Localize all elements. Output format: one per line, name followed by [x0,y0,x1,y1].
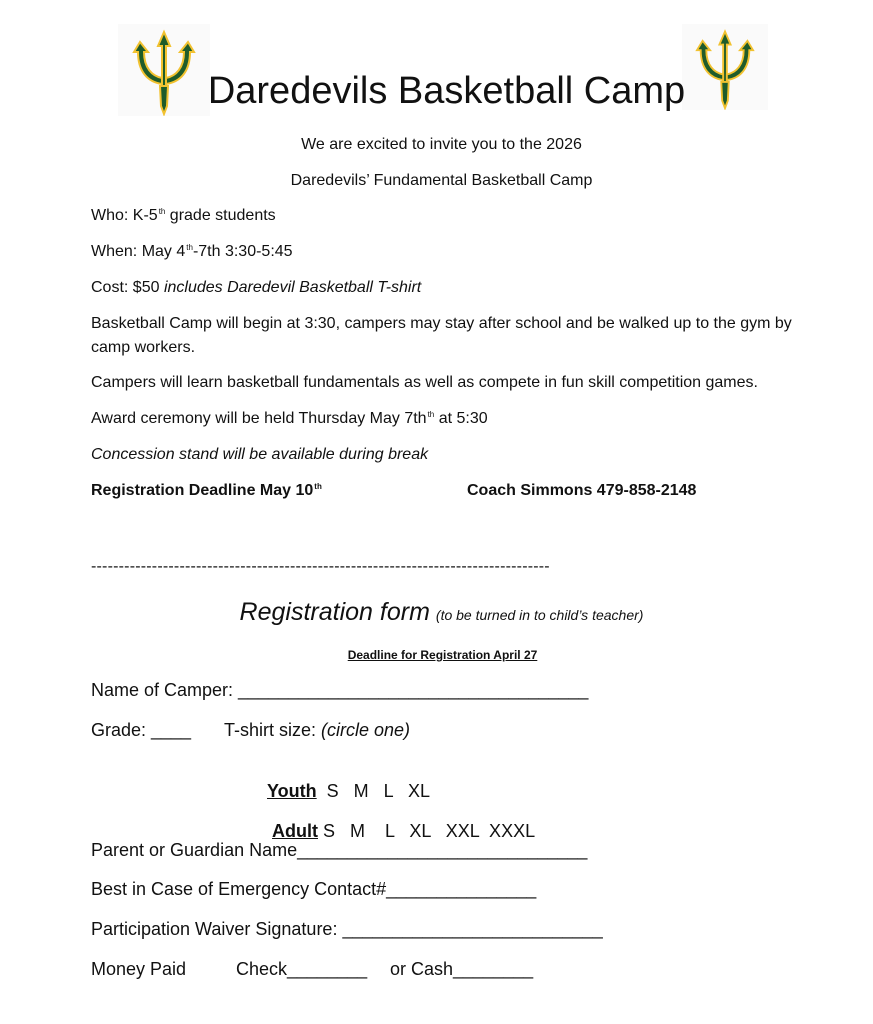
award-line [91,410,488,428]
cost-line [91,279,421,297]
youth-sizes[interactable]: S M L XL [316,781,431,801]
youth-size-row[interactable] [257,760,430,802]
begin-paragraph: Basketball Camp will begin at 3:30, campers may stay after school and be walked up to the gym by camp workers. [91,315,792,356]
when-suffix: -7th 3:30-5:45 [192,243,293,260]
intro-line-1: We are excited to invite you to the 2026 [301,136,582,153]
emergency-contact-field[interactable]: Best in Case of Emergency Contact#_______________ [91,879,537,899]
cut-line: ----------------------------------------------------------------------------------- [91,558,550,575]
when-sup: th [186,243,193,252]
who-prefix: Who: K-5 [91,207,158,224]
grade-field[interactable]: Grade: ____ [91,720,192,740]
tshirt-label: T-shirt size: [224,720,322,740]
youth-label: Youth [267,781,317,801]
intro-line-2: Daredevils’ Fundamental Basketball Camp [290,172,593,189]
who-line [91,207,276,225]
tshirt-size-label [224,720,410,741]
camper-name-field[interactable]: Name of Camper: ___________________________________ [91,680,589,700]
adult-sizes[interactable]: S M L XL XXL XXXL [318,821,536,841]
when-prefix: When: May 4 [91,243,186,260]
parent-name-field[interactable]: Parent or Guardian Name_____________________________ [91,840,588,860]
learn-line: Campers will learn basketball fundamentals as well as compete in fun skill competition games. [91,374,758,391]
registration-deadline [91,482,322,500]
cost-prefix: Cost: $50 [91,279,164,296]
cash-field[interactable]: or Cash________ [390,959,534,979]
award-sup: th [427,410,435,419]
tshirt-hint: (circle one) [321,720,411,740]
money-paid-label: Money Paid [91,959,187,979]
coach-contact: Coach Simmons 479-858-2148 [467,482,697,499]
award-prefix: Award ceremony will be held Thursday May 7th [91,410,427,427]
deadline-sup: th [314,482,322,491]
page-title: Daredevils Basketball Camp [207,70,686,112]
when-line [91,243,293,261]
adult-label: Adult [272,821,318,841]
registration-form-title [0,598,873,627]
form-subtitle: (to be turned in to child’s teacher) [435,607,644,623]
adult-size-row[interactable] [262,800,535,842]
who-sup: th [158,207,166,216]
form-title: Registration form [239,598,430,626]
form-deadline: Deadline for Registration April 27 [347,648,538,662]
waiver-signature-field[interactable]: Participation Waiver Signature: __________________________ [91,919,603,939]
award-suffix: at 5:30 [434,410,488,427]
who-suffix: grade students [165,207,276,224]
cost-includes: includes Daredevil Basketball T-shirt [163,279,422,296]
deadline-prefix: Registration Deadline May 10 [91,482,314,499]
concession-line: Concession stand will be available during break [91,446,429,463]
check-field[interactable]: Check________ [236,959,368,979]
